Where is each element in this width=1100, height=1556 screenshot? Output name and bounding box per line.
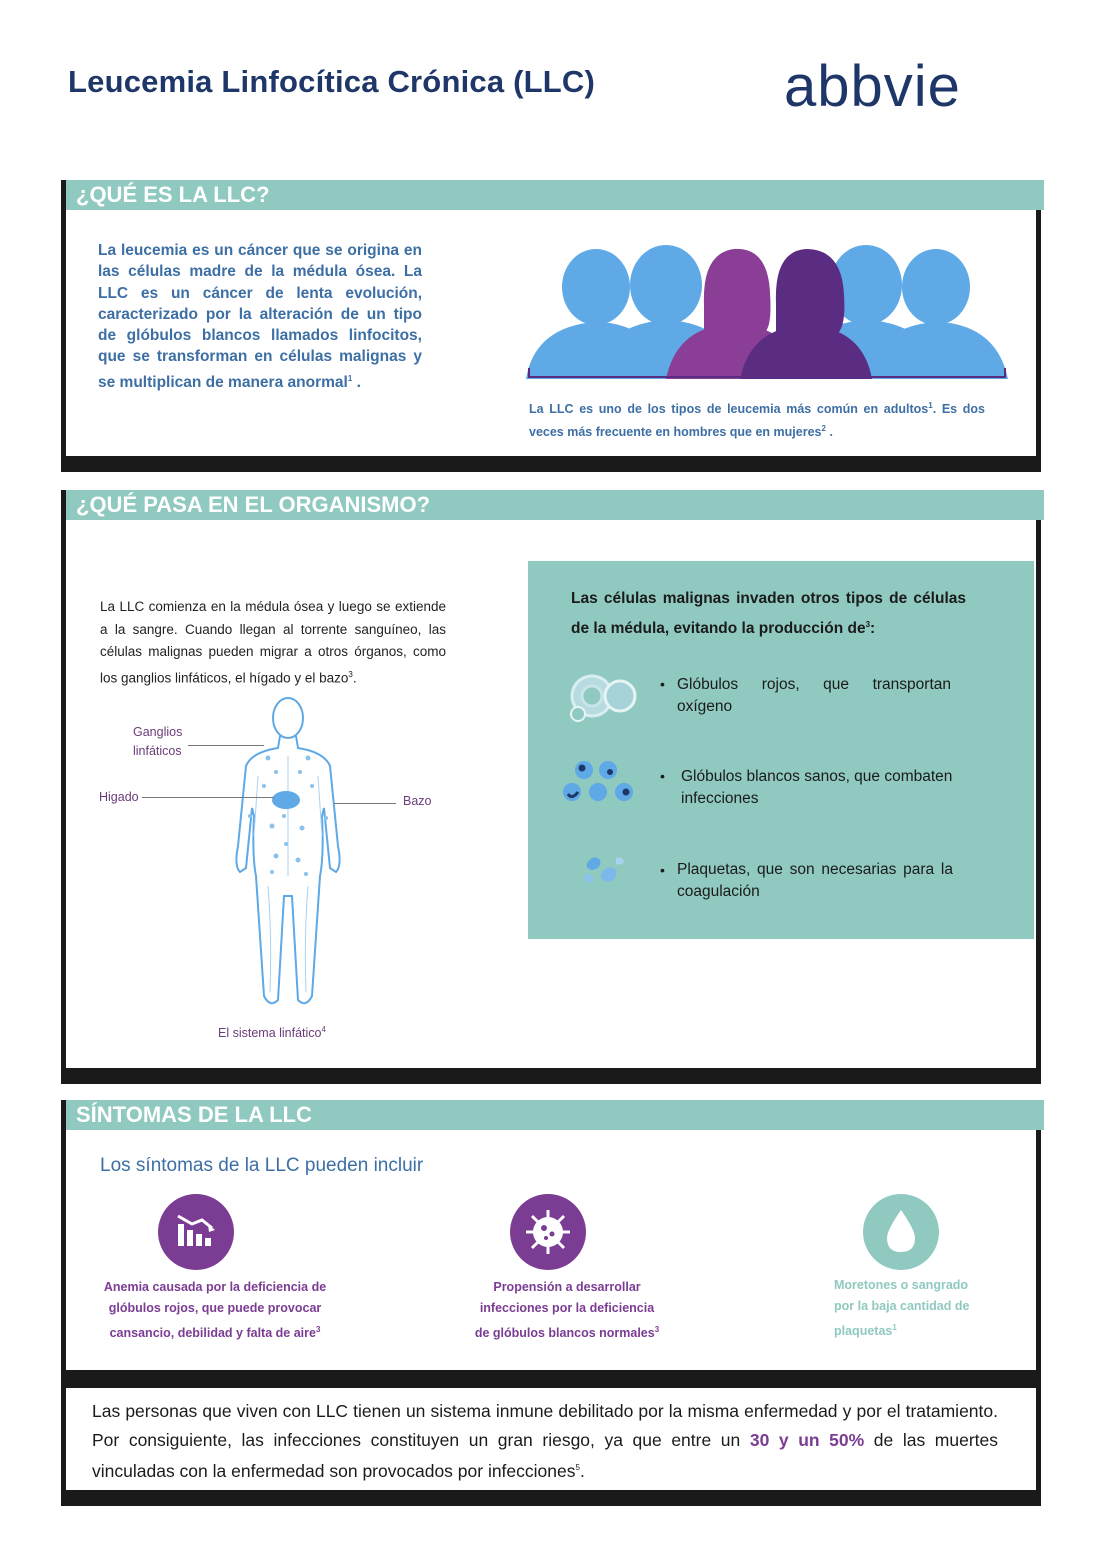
lymphatic-body-icon xyxy=(228,696,348,1014)
bottom-note xyxy=(92,1397,998,1485)
ref-sup: 2 xyxy=(821,424,826,434)
bottom-text-part: de las muertes vinculadas con la enfermedad son provocados por infecciones xyxy=(92,1429,998,1481)
bottom-text-part: Las personas que viven con LLC tienen un sistema inmune debilitado por la misma enfermedad y por el tratamiento. Por consiguiente, las infecciones constituyen un gran riesgo, ya que entre un xyxy=(92,1401,998,1450)
panel-heading-end: : xyxy=(870,620,876,638)
symptom-icon-bg xyxy=(510,1194,586,1270)
symptoms-subtitle: Los síntomas de la LLC pueden incluir xyxy=(100,1155,424,1176)
label-bazo: Bazo xyxy=(403,794,432,808)
platelets-icon xyxy=(580,852,628,888)
symptom-line: plaquetas xyxy=(834,1324,893,1339)
symptom-line: Propensión a desarrollar xyxy=(493,1280,641,1294)
section3-header: SÍNTOMAS DE LA LLC xyxy=(66,1100,1044,1130)
ref-sup: 1 xyxy=(892,1323,897,1332)
panel-item-text: Glóbulos rojos, que transportan oxígeno xyxy=(677,676,951,715)
section2-text-body: La LLC comienza en la médula ósea y luego se extiende a la sangre. Cuando llegan al torrente sanguíneo, las células malignas pueden migrar a otros órganos, como los ganglios linfáticos, el hígado y el bazo xyxy=(100,599,446,685)
caption-end: . xyxy=(829,425,833,440)
symptom-line: Anemia causada por la deficiencia de xyxy=(103,1280,327,1294)
symptom-text xyxy=(90,1277,340,1344)
label-linfaticos: linfáticos xyxy=(133,744,182,758)
label-line xyxy=(188,745,264,746)
section1-text: La leucemia es un cáncer que se origina en las células madre de la médula ósea. La LLC es un cáncer de lenta evolución, caracterizado por la alteración de un tipo de glóbulos blancos llamados linfocitos, que se transforman en células malignas y se multiplican de manera anormal$^1$ . xyxy=(98,242,422,391)
logo-text: abbvie xyxy=(784,60,961,119)
bullet: • xyxy=(660,768,665,784)
panel-heading xyxy=(571,586,966,642)
symptom-line: de glóbulos blancos normales xyxy=(474,1326,655,1341)
symptom-line: glóbulos rojos, que puede provocar xyxy=(108,1301,322,1315)
label-higado: Higado xyxy=(99,790,139,804)
panel-item-text: Plaquetas, que son necesarias para la coagulación xyxy=(677,861,953,900)
symptom-icon-bg xyxy=(158,1194,234,1270)
section2-header: ¿QUÉ PASA EN EL ORGANISMO? xyxy=(66,490,1044,520)
ref-sup: 3 xyxy=(315,1325,321,1334)
panel-item-text: Glóbulos blancos sanos, que combaten infecciones xyxy=(681,768,953,807)
abbvie-logo xyxy=(784,60,1034,120)
section1-text-body: La leucemia es un cáncer que se origina en las células madre de la médula ósea. La LLC es un cáncer de lenta evolución, caracterizado por la alteración de un tipo de glóbulos blancos llamados linfocitos, que se transforman en células malignas y se multiplican de manera anormal xyxy=(98,242,422,391)
white-cells-icon xyxy=(562,758,636,804)
section1-header: ¿QUÉ ES LA LLC? xyxy=(66,180,1044,210)
panel-heading-text: Las células malignas invaden otros tipos de células de la médula, evitando la producción de xyxy=(571,590,966,638)
ref-sup: 3 xyxy=(654,1325,660,1334)
mortality-highlight: 30 y un 50% xyxy=(749,1429,865,1450)
section1-caption xyxy=(529,396,985,442)
ref-sup: 5 xyxy=(575,1463,580,1472)
ref-sup: 3 xyxy=(865,620,871,629)
ref-sup: 4 xyxy=(321,1025,326,1034)
section2-text: La LLC comienza en la médula ósea y luego se extiende a la sangre. Cuando llegan al torrente sanguíneo, las células malignas pueden migrar a otros órganos, como los ganglios linfáticos, el hígado y el bazo$^3$. xyxy=(100,599,446,685)
symptom-text xyxy=(834,1275,984,1342)
symptom-line: cansancio, debilidad y falta de aire xyxy=(109,1326,316,1341)
blood-drop-icon xyxy=(863,1194,939,1270)
bullet: • xyxy=(660,676,665,692)
bullet: • xyxy=(660,862,665,878)
ref-sup: 1 xyxy=(347,373,353,383)
label-line xyxy=(334,803,396,804)
symptom-line: infecciones por la deficiencia xyxy=(479,1301,655,1315)
figure-caption-text: El sistema linfático xyxy=(218,1026,322,1041)
symptom-line: Moretones o sangrado xyxy=(834,1278,969,1292)
bottom-text-end: . xyxy=(579,1460,585,1481)
ref-sup: 1 xyxy=(928,401,933,410)
caption-part1: La LLC es uno de los tipos de leucemia más común en adultos xyxy=(529,402,929,417)
people-silhouettes-icon xyxy=(526,245,1008,381)
symptom-line: por la baja cantidad de xyxy=(834,1299,970,1313)
bacteria-icon xyxy=(510,1194,586,1270)
red-cells-icon xyxy=(566,670,642,724)
declining-chart-icon xyxy=(158,1194,234,1270)
ref-sup: 3 xyxy=(348,669,353,679)
page-title: Leucemia Linfocítica Crónica (LLC) xyxy=(68,64,595,99)
caption-part2: . Es dos veces más frecuente en hombres que en mujeres xyxy=(529,402,985,440)
label-line xyxy=(142,797,274,798)
symptom-icon-bg xyxy=(863,1194,939,1270)
label-ganglios: Ganglios xyxy=(133,725,183,739)
figure-caption xyxy=(218,1025,326,1040)
symptom-text xyxy=(445,1277,689,1344)
